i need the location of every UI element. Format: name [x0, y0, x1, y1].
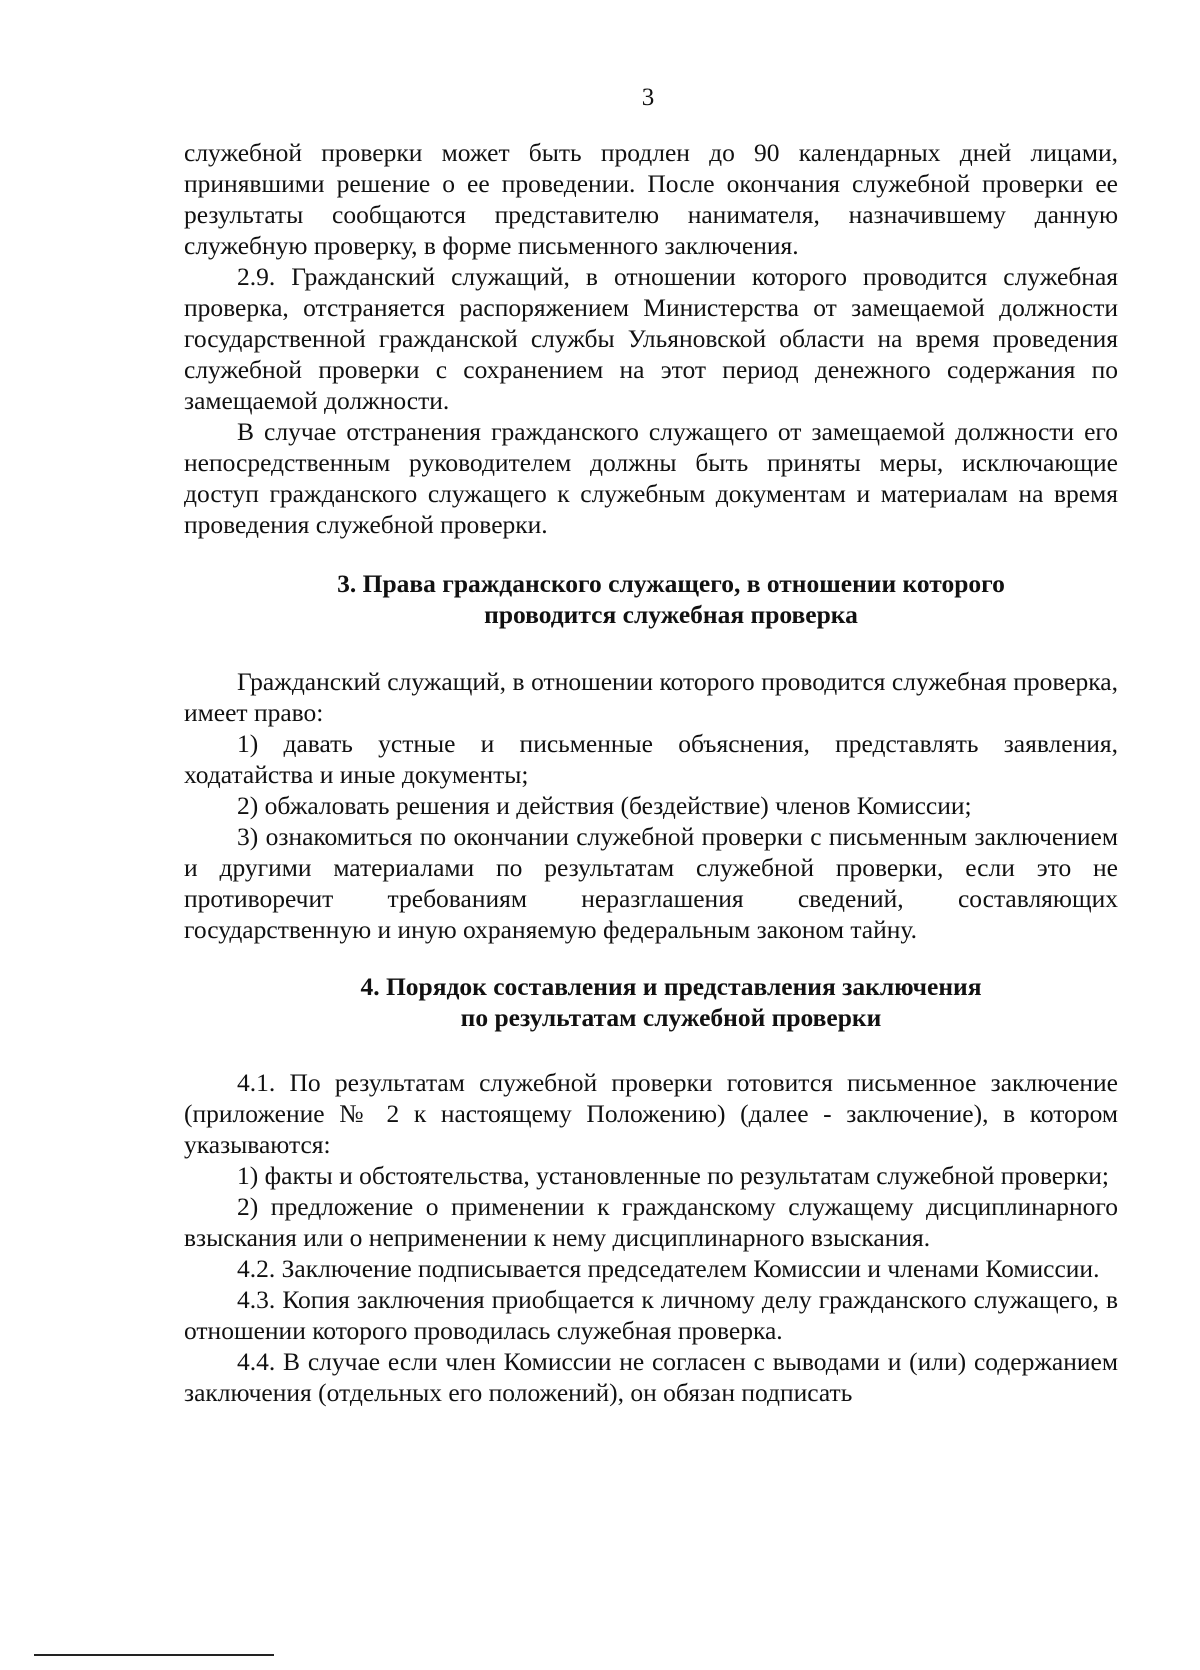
section-3-heading [184, 568, 1118, 630]
document-body [184, 137, 1118, 1408]
section-3-heading-line-2: проводится служебная проверка [484, 600, 858, 629]
section-4-heading [184, 971, 1118, 1033]
paragraph-4-3: 4.3. Копия заключения приобщается к личному делу гражданского служащего, в отношении которого проводилась служебная проверка. [184, 1285, 1118, 1345]
section-4-item-2: 2) предложение о применении к гражданскому служащему дисциплинарного взыскания или о неприменении к нему дисциплинарного взыскания. [184, 1192, 1118, 1252]
paragraph-4-1: 4.1. По результатам служебной проверки готовится письменное заключение (приложение № 2 к настоящему Положению) (далее - заключение), в котором указываются: [184, 1068, 1118, 1159]
section-3-item-3: 3) ознакомиться по окончании служебной проверки с письменным заключением и другими материалами по результатам служебной проверки, если это не противоречит требованиям неразглашения сведений, составляющих государственную и иную охраняемую федеральным законом тайну. [184, 822, 1118, 944]
section-3-heading-line-1: 3. Права гражданского служащего, в отношении которого [337, 569, 1005, 598]
paragraph-continuation: служебной проверки может быть продлен до 90 календарных дней лицами, принявшими решение о ее проведении. После окончания служебной проверки ее результаты сообщаются представителю нанимателя, назначившему данную служебную проверку, в форме письменного заключения. [184, 138, 1118, 260]
paragraph-4-2: 4.2. Заключение подписывается председателем Комиссии и членами Комиссии. [237, 1254, 1100, 1283]
section-4-heading-line-2: по результатам служебной проверки [460, 1003, 882, 1032]
section-4-item-1: 1) факты и обстоятельства, установленные по результатам служебной проверки; [237, 1161, 1109, 1190]
paragraph-4-4: 4.4. В случае если член Комиссии не согласен с выводами и (или) содержанием заключения (отдельных его положений), он обязан подписать [184, 1347, 1118, 1407]
section-4-heading-line-1: 4. Порядок составления и представления заключения [360, 972, 982, 1001]
footnote-divider [34, 1654, 274, 1656]
section-3-item-1: 1) давать устные и письменные объяснения, представлять заявления, ходатайства и иные документы; [184, 729, 1118, 789]
section-3-item-2: 2) обжаловать решения и действия (бездействие) членов Комиссии; [237, 791, 972, 820]
paragraph-suspension: В случае отстранения гражданского служащего от замещаемой должности его непосредственным руководителем должны быть приняты меры, исключающие доступ гражданского служащего к служебным документам и материалам на время проведения служебной проверки. [184, 417, 1118, 539]
section-3-intro: Гражданский служащий, в отношении которого проводится служебная проверка, имеет право: [184, 667, 1118, 727]
paragraph-2-9: 2.9. Гражданский служащий, в отношении которого проводится служебная проверка, отстраняется распоряжением Министерства от замещаемой должности государственной гражданской службы Ульяновской области на время проведения служебной проверки с сохранением на этот период денежного содержания по замещаемой должности. [184, 262, 1118, 415]
page-number: 3 [641, 84, 655, 111]
